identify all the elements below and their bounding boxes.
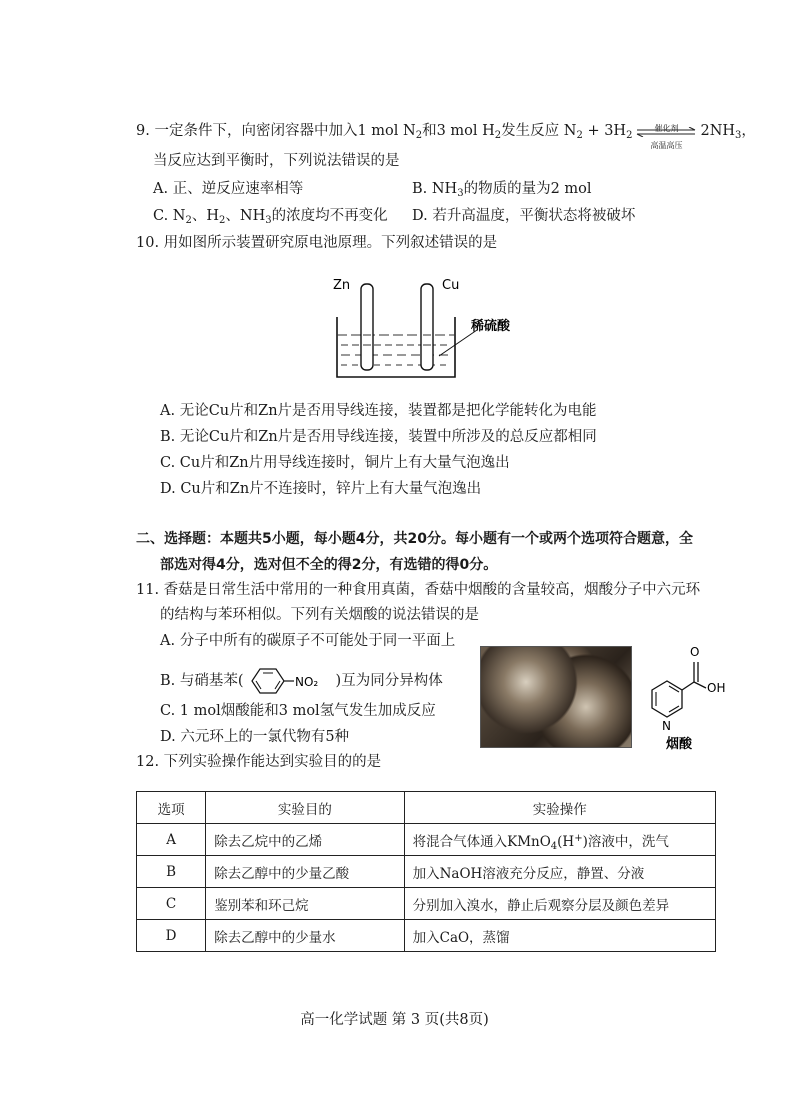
experiment-table [136, 791, 716, 952]
zn-electrode [361, 284, 373, 370]
row-goal: 除去乙醇中的少量乙酸 [206, 856, 404, 888]
row-operation: 加入CaO，蒸馏 [404, 920, 715, 952]
q10-option-a: A. 无论Cu片和Zn片是否用导线连接，装置都是把化学能转化为电能 [160, 403, 597, 419]
row-option: A [137, 824, 206, 856]
q10-option-b: B. 无论Cu片和Zn片是否用导线连接，装置中所涉及的总反应都相同 [160, 429, 597, 445]
row-option: B [137, 856, 206, 888]
header-operation: 实验操作 [404, 792, 715, 824]
zn-label: Zn [333, 278, 351, 293]
row-option: C [137, 888, 206, 920]
row-operation: 将混合气体通入KMnO$_4$(H+)溶液中，洗气 [404, 824, 715, 856]
table-header-row [137, 792, 716, 824]
row-goal: 鉴别苯和环己烷 [206, 888, 404, 920]
galvanic-cell-diagram [325, 272, 535, 382]
q9-option-b: B. $NH_3$的物质的量为2 mol [412, 181, 592, 199]
q11-stem-line2: 的结构与苯环相似。下列有关烟酸的说法错误的是 [160, 607, 479, 623]
row-goal: 除去乙醇中的少量水 [206, 920, 404, 952]
q9-question: 当反应达到平衡时，下列说法错误的是 [153, 153, 400, 169]
section2-heading-line2: 部选对得4分，选对但不全的得2分，有选错的得0分。 [160, 557, 498, 573]
equilibrium-arrow: 催化剂 高温高压 [635, 121, 697, 141]
cu-label: Cu [442, 278, 460, 293]
q11-option-d: D. 六元环上的一氯代物有5种 [160, 729, 350, 745]
carbonyl-o-label: O [690, 645, 700, 659]
niacin-structure [634, 640, 734, 750]
table-row [137, 856, 716, 888]
header-goal: 实验目的 [206, 792, 404, 824]
table-row [137, 824, 716, 856]
no2-label: NO₂ [294, 675, 318, 689]
row-option: D [137, 920, 206, 952]
beaker [337, 317, 455, 377]
nitrobenzene-structure [244, 666, 336, 696]
niacin-label: 烟酸 [666, 737, 693, 750]
q11-stem-line1: 11. 香菇是日常生活中常用的一种食用真菌，香菇中烟酸的含量较高，烟酸分子中六元环 [136, 582, 701, 598]
cu-electrode [421, 284, 433, 370]
page-footer: 高一化学试题 第 3 页(共8页) [300, 1012, 489, 1028]
section2-heading-line1: 二、选择题：本题共5小题，每小题4分，共20分。每小题有一个或两个选项符合题意，全 [136, 531, 693, 547]
q9-option-d: D. 若升高温度，平衡状态将被破坏 [412, 208, 636, 224]
shiitake-mushroom-photo [480, 646, 632, 748]
header-option: 选项 [137, 792, 206, 824]
q10-option-d: D. Cu片和Zn片不连接时，锌片上有大量气泡逸出 [160, 481, 482, 497]
q9-option-c: C. $N_2$、$H_2$、$NH_3$的浓度均不再变化 [153, 208, 388, 226]
q11-option-a: A. 分子中所有的碳原子不可能处于同一平面上 [160, 633, 456, 649]
table-row [137, 920, 716, 952]
q10-option-c: C. Cu片和Zn片用导线连接时，铜片上有大量气泡逸出 [160, 455, 510, 471]
q11-option-c: C. 1 mol烟酸能和3 mol氢气发生加成反应 [160, 703, 436, 719]
row-operation: 加入NaOH溶液充分反应，静置、分液 [404, 856, 715, 888]
q12-stem: 12. 下列实验操作能达到实验目的的是 [136, 754, 382, 770]
acid-label: 稀硫酸 [471, 319, 511, 334]
q9-option-a: A. 正、逆反应速率相等 [153, 181, 304, 197]
ring-n-label: N [662, 719, 671, 733]
hydroxyl-label: OH [707, 681, 726, 695]
q11-option-b: B. 与硝基苯( NO₂ )互为同分异构体 [160, 666, 443, 696]
table-row [137, 888, 716, 920]
row-operation: 分别加入溴水，静止后观察分层及颜色差异 [404, 888, 715, 920]
q9-stem: 9. 一定条件下，向密闭容器中加入1 mol $N_2$和3 mol $H_2$发生反应 $N_2 + 3H_2$ 催化剂 高温高压 $2NH_3$， [136, 123, 756, 150]
q10-stem: 10. 用如图所示装置研究原电池原理。下列叙述错误的是 [136, 235, 498, 251]
row-goal: 除去乙烷中的乙烯 [206, 824, 404, 856]
